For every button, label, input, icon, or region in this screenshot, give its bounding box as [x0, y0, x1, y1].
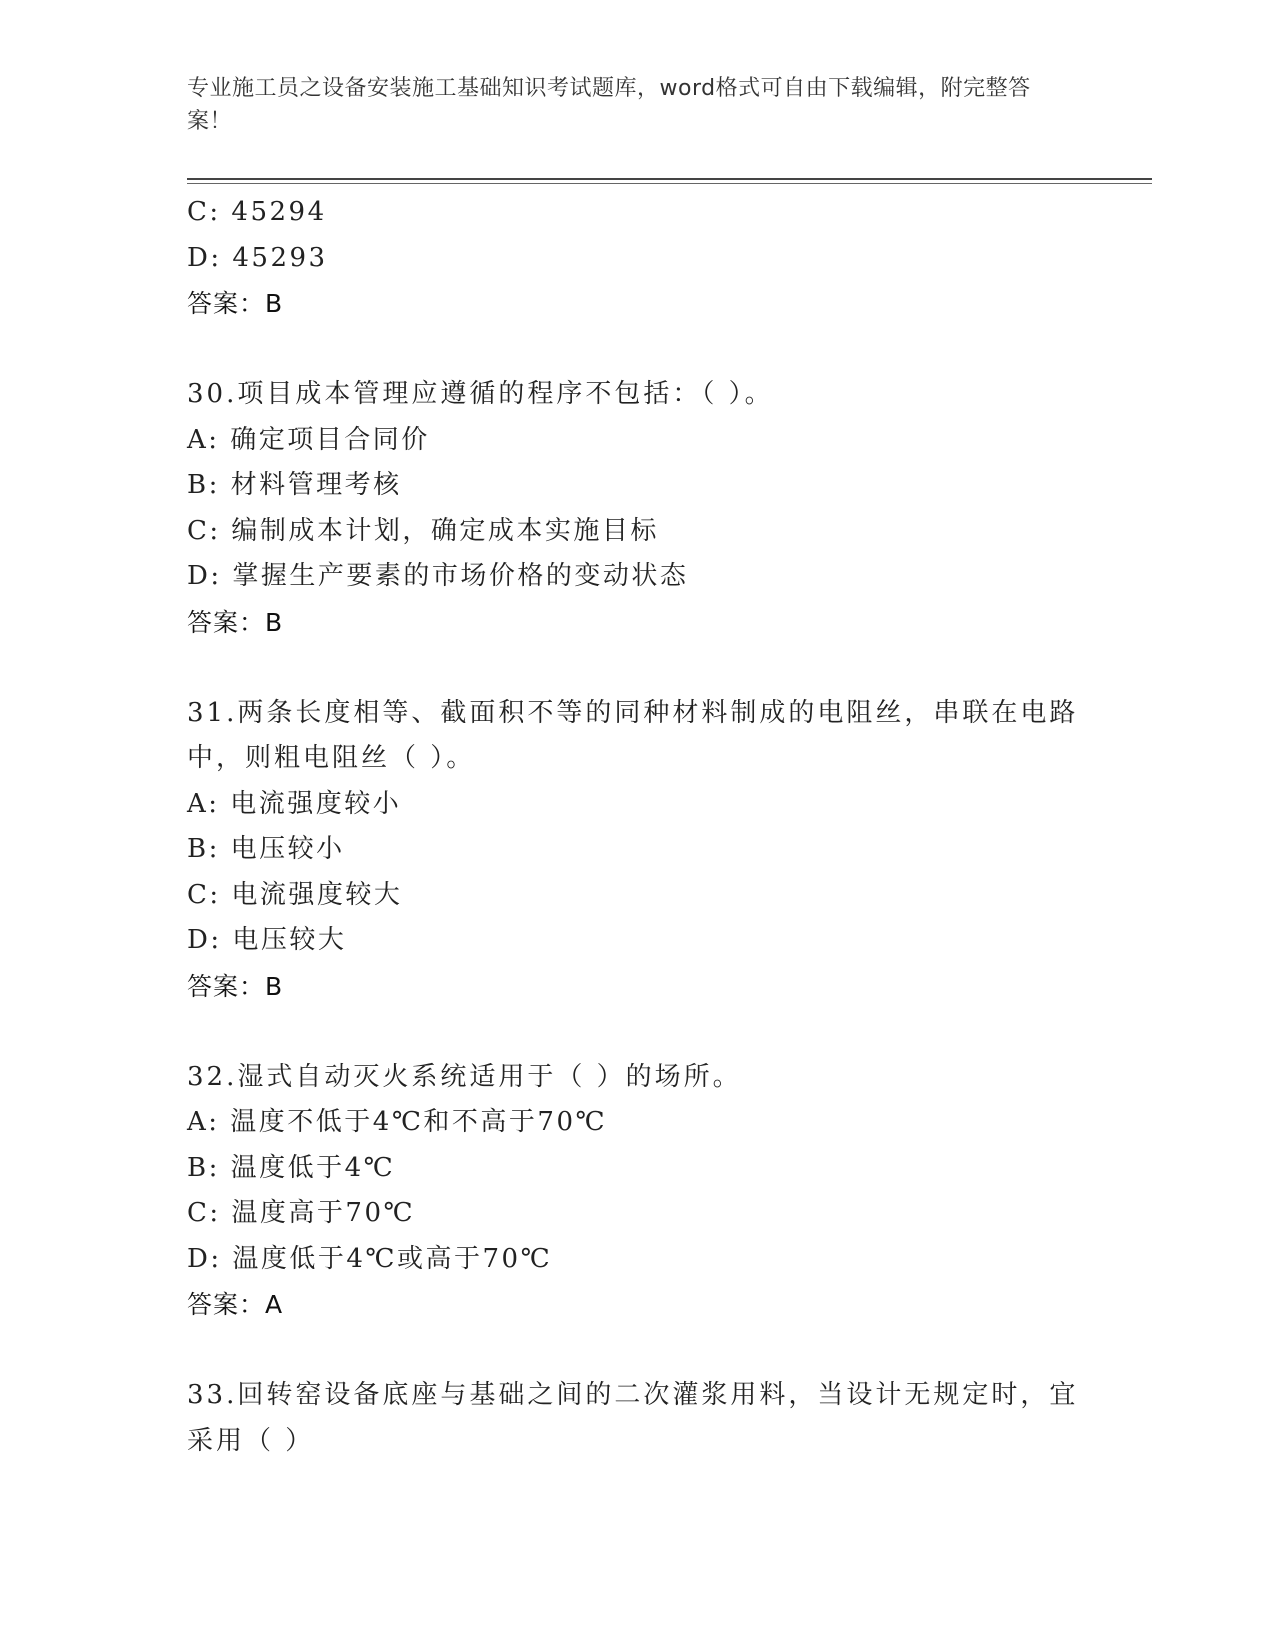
question-stem: 32.湿式自动灭火系统适用于（ ）的场所。 — [187, 1061, 742, 1092]
question-33 — [187, 1373, 1087, 1464]
question-29-tail — [187, 190, 1087, 327]
question-list — [187, 190, 1087, 1464]
question-stem: 30.项目成本管理应遵循的程序不包括：（ ）。 — [187, 379, 774, 409]
question-stem: 33.回转窑设备底座与基础之间的二次灌浆用料，当设计无规定时，宜采用（ ） — [187, 1380, 1079, 1456]
header-divider-thin — [187, 183, 1152, 184]
option-c: C: 45294 — [187, 197, 327, 227]
answer: 答案：B — [187, 607, 284, 637]
option-b: B: 电压较小 — [187, 834, 345, 864]
question-stem: 31.两条长度相等、截面积不等的同种材料制成的电阻丝，串联在电路中，则粗电阻丝（ ）。 — [187, 697, 1079, 773]
answer: 答案：A — [187, 1290, 284, 1319]
header-divider-thick — [187, 178, 1152, 180]
question-31 — [187, 691, 1087, 1010]
option-d: D: 45293 — [187, 242, 328, 273]
option-c: C: 温度高于70℃ — [187, 1198, 416, 1228]
option-d: D: 电压较大 — [187, 925, 347, 955]
option-a: A: 电流强度较小 — [187, 788, 402, 819]
option-d: D: 掌握生产要素的市场价格的变动状态 — [187, 561, 689, 591]
answer: 答案：B — [187, 289, 284, 318]
question-32 — [187, 1055, 1087, 1328]
answer: 答案：B — [187, 971, 284, 1001]
option-d: D: 温度低于4℃或高于70℃ — [187, 1243, 553, 1274]
option-c: C: 电流强度较大 — [187, 879, 403, 910]
option-b: B: 温度低于4℃ — [187, 1152, 396, 1183]
option-a: A: 确定项目合同价 — [187, 424, 430, 455]
page-header: 专业施工员之设备安装施工基础知识考试题库，word格式可自由下载编辑，附完整答案！ — [187, 76, 1031, 134]
question-30 — [187, 372, 1087, 645]
option-a: A: 温度不低于4℃和不高于70℃ — [187, 1107, 608, 1137]
option-b: B: 材料管理考核 — [187, 470, 402, 500]
option-c: C: 编制成本计划，确定成本实施目标 — [187, 515, 659, 546]
